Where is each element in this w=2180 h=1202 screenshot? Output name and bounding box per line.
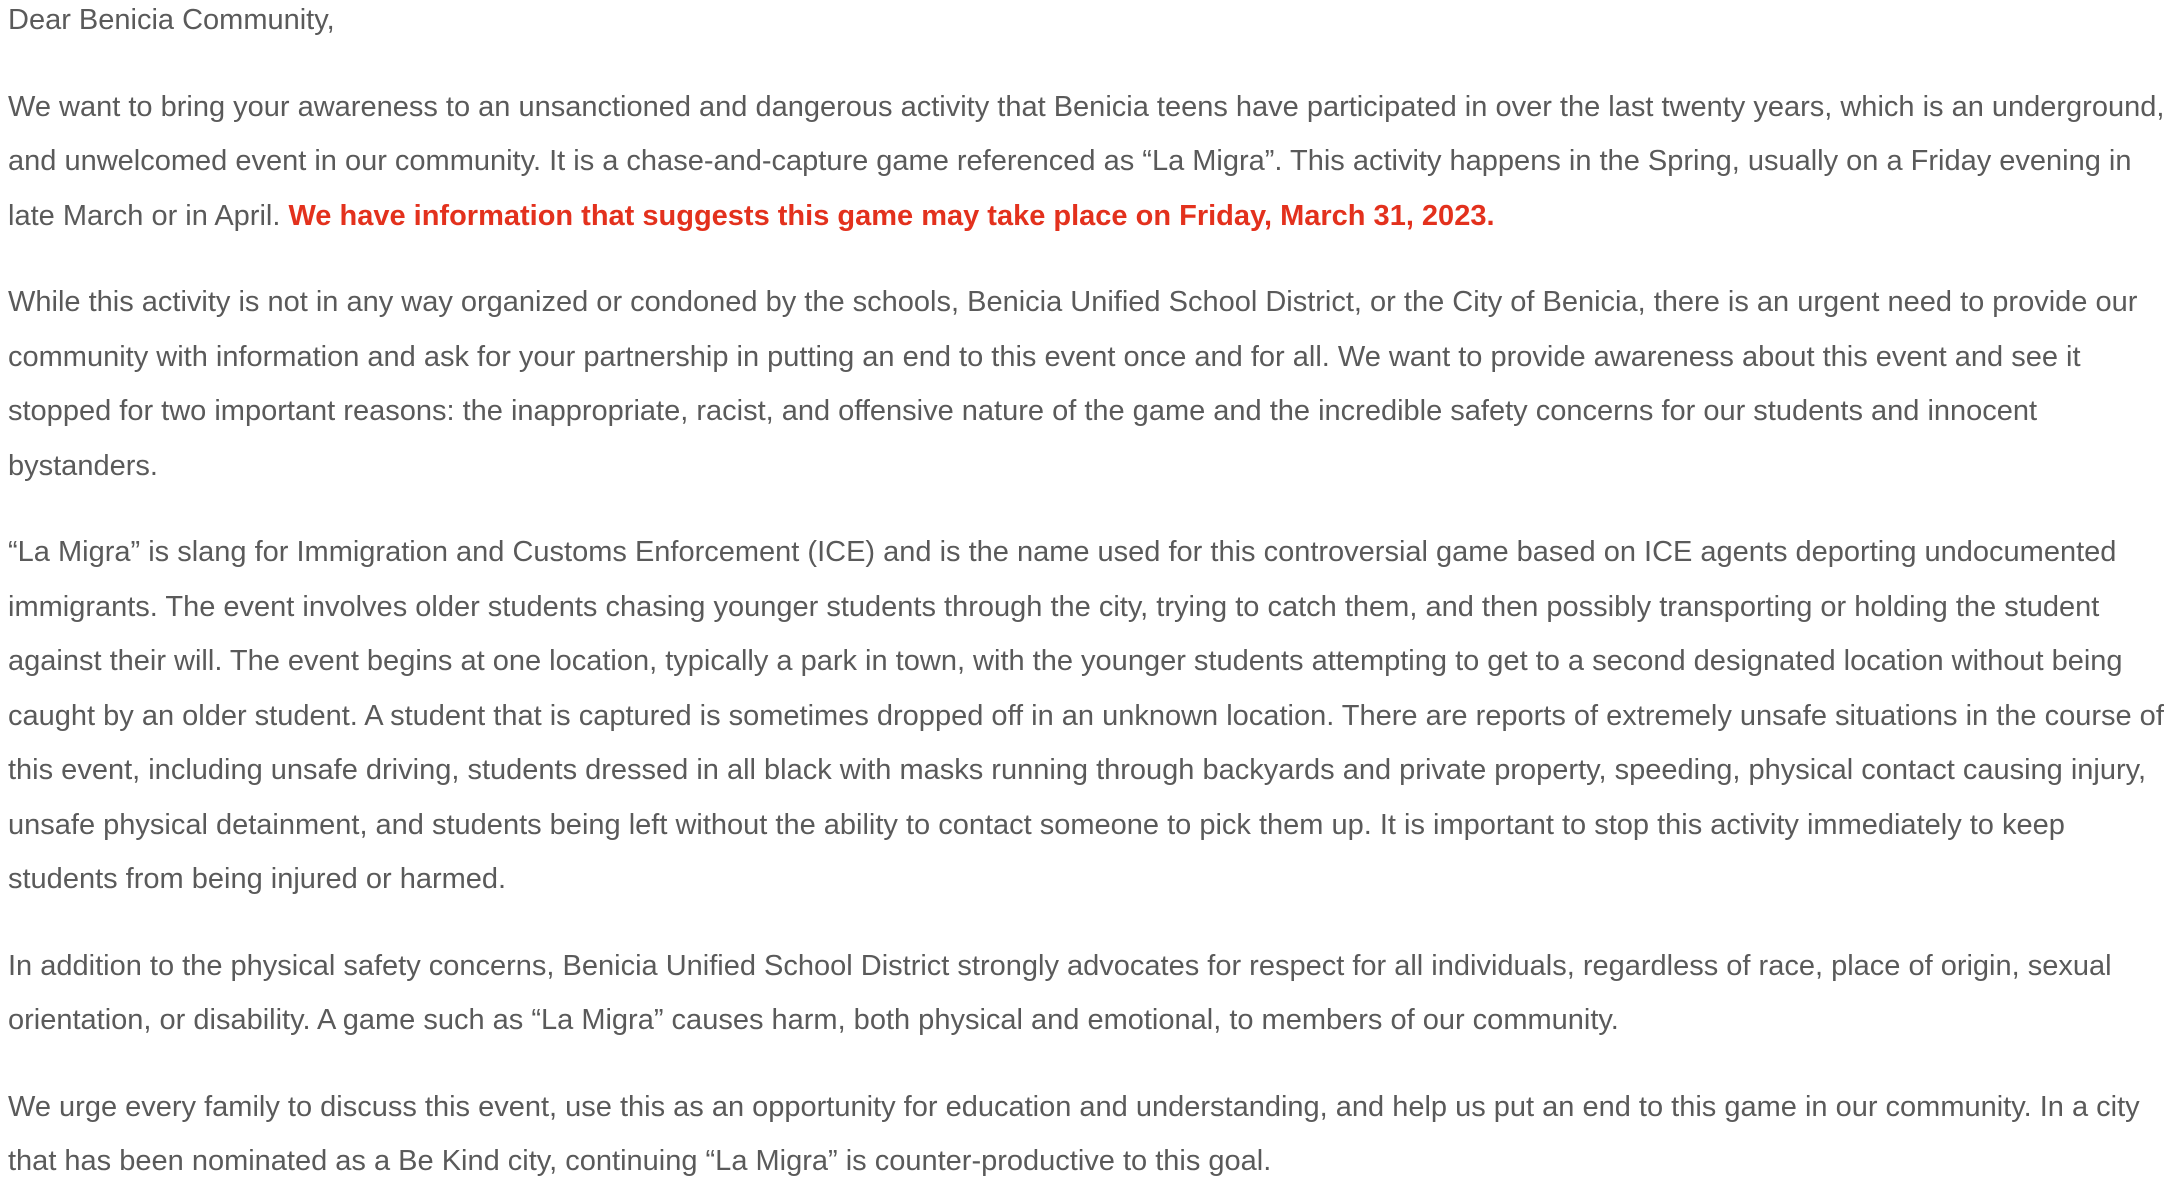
paragraph-respect: In addition to the physical safety concerns, Benicia Unified School District strongly advocates for respect for all individuals, regardless of race, place of origin, sexual orientation, or disability. A game such as “La Migra” causes harm, both physical and emotional, to members of our community. bbox=[8, 949, 2112, 1036]
paragraph-call-to-action: We urge every family to discuss this event, use this as an opportunity for education and understanding, and help us put an end to this game in our community. In a city that has been nominated as a Be Kind city, continuing “La Migra” is counter-productive to this goal. bbox=[8, 1090, 2140, 1177]
paragraph-partnership: While this activity is not in any way organized or condoned by the schools, Benicia Unified School District, or the City of Benicia, there is an urgent need to provide our community with information and ask for your partnership in putting an end to this event once and for all. We want to provide awareness about this event and see it stopped for two important reasons: the inappropriate, racist, and offensive nature of the game and the incredible safety concerns for our students and innocent bystanders. bbox=[8, 286, 2138, 482]
paragraph-awareness bbox=[8, 80, 2174, 244]
paragraph-game-description: “La Migra” is slang for Immigration and Customs Enforcement (ICE) and is the name used for this controversial game based on ICE agents deporting undocumented immigrants. The event involves older students chasing younger students through the city, trying to catch them, and then possibly transporting or holding the student against their will. The event begins at one location, typically a park in town, with the younger students attempting to get to a second designated location without being caught by an older student. A student that is captured is sometimes dropped off in an unknown location. There are reports of extremely unsafe situations in the course of this event, including unsafe driving, students dressed in all black with masks running through backyards and private property, speeding, physical contact causing injury, unsafe physical detainment, and students being left without the ability to contact someone to pick them up. It is important to stop this activity immediately to keep students from being injured or harmed. bbox=[8, 536, 2164, 895]
event-date-alert: We have information that suggests this game may take place on Friday, March 31, 2023. bbox=[288, 199, 1495, 232]
letter-greeting: Dear Benicia Community, bbox=[8, 4, 335, 36]
paragraph-awareness-text: We want to bring your awareness to an unsanctioned and dangerous activity that Benicia teens have participated in over the last twenty years, which is an underground, and unwelcomed event in our community. It is a chase-and-capture game referenced as “La Migra”. This activity happens in the Spring, usually on a Friday evening in late March or in April. bbox=[8, 90, 2165, 232]
